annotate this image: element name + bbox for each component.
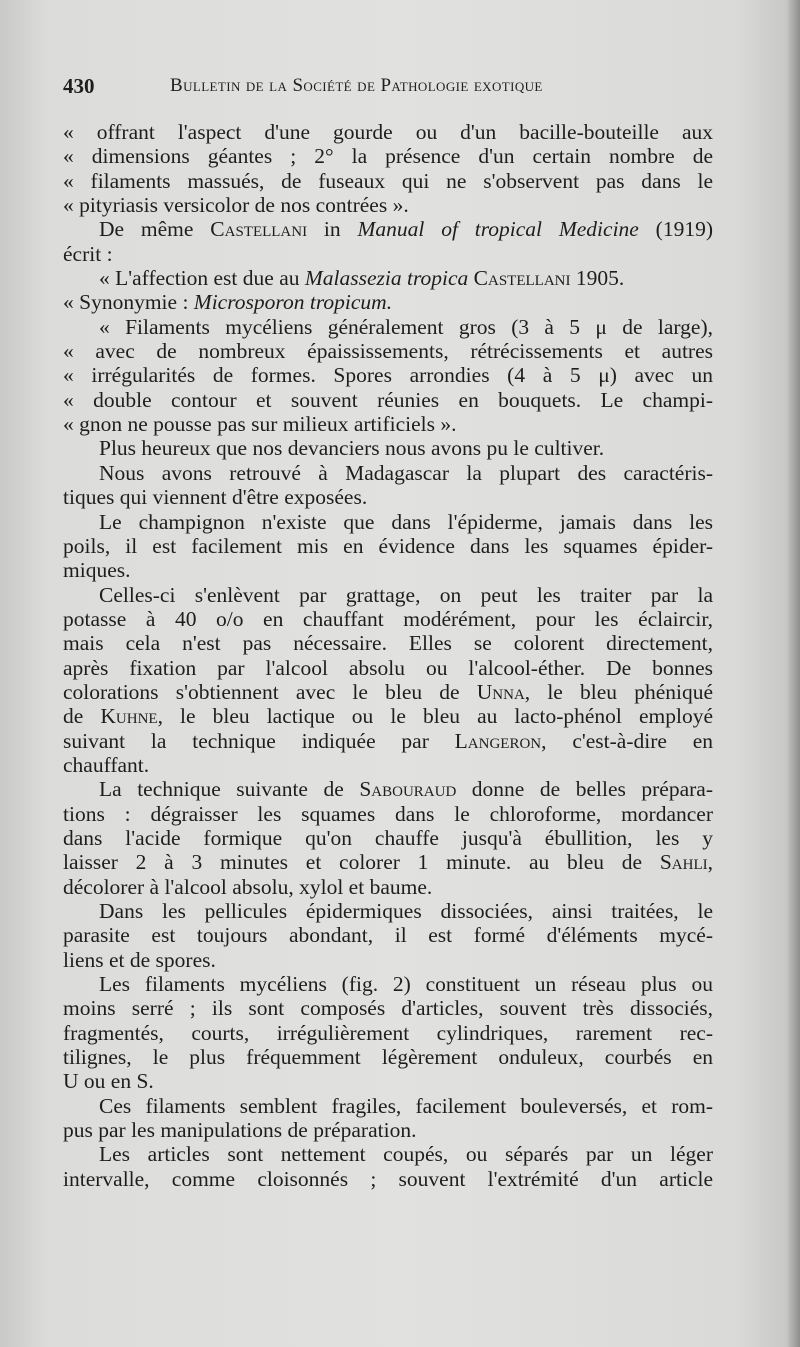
text-line (63, 875, 713, 899)
text-run: U ou en S. (63, 1069, 154, 1094)
author-name: Unna (476, 679, 525, 704)
text-run: mais cela n'est pas nécessaire. Elles se colorent directement, (63, 631, 713, 656)
italic-text: Manual of tropical Medicine (357, 217, 639, 242)
text-run: Les articles sont nettement coupés, ou séparés par un léger (99, 1142, 713, 1167)
text-line (63, 339, 713, 363)
running-title: Bulletin de la Société de Pathologie exotique (170, 75, 543, 96)
text-line (63, 802, 713, 826)
text-run: , (707, 850, 713, 875)
text-line (63, 704, 713, 728)
text-run: donne de belles prépara- (456, 777, 713, 802)
text-run: « gnon ne pousse pas sur milieux artificiels ». (63, 412, 457, 437)
author-name: Castellani (473, 266, 571, 291)
text-line (63, 607, 713, 631)
text-line (63, 1045, 713, 1069)
text-run: « filaments massués, de fuseaux qui ne s'observent pas dans le (63, 168, 713, 193)
text-run: Ces filaments semblent fragiles, facilement bouleversés, et rom- (99, 1093, 713, 1118)
text-run: laisser 2 à 3 minutes et colorer 1 minute. au bleu de (63, 850, 660, 875)
text-line (63, 948, 713, 972)
author-name: Sabouraud (359, 777, 457, 802)
text-run: colorations s'obtiennent avec le bleu de (63, 679, 477, 704)
text-line (63, 363, 713, 387)
author-name: Castellani (210, 217, 308, 242)
text-run: « Filaments mycéliens généralement gros (3 à 5 μ de large), (99, 314, 713, 339)
text-run: Les filaments mycéliens (fig. 2) constituent un réseau plus ou (99, 972, 713, 997)
text-line (63, 120, 713, 144)
body-text (63, 120, 713, 1191)
text-run: 1905. (570, 266, 625, 291)
text-line (63, 534, 713, 558)
text-line (63, 923, 713, 947)
text-run: « offrant l'aspect d'une gourde ou d'un bacille-bouteille aux (63, 120, 713, 144)
text-line (63, 1021, 713, 1045)
text-line (63, 1167, 713, 1191)
text-run: « Synonymie : (63, 290, 194, 315)
text-run: Le champignon n'existe que dans l'épiderme, jamais dans les (99, 509, 713, 534)
text-run: « L'affection est due au (99, 266, 305, 291)
text-line (63, 1142, 713, 1166)
text-run: potasse à 40 o/o en chauffant modérément, pour les éclaircir, (63, 606, 713, 631)
text-run: dans l'acide formique qu'on chauffe jusqu'à ébullition, les y (63, 825, 713, 850)
text-run: de (63, 704, 101, 729)
text-run: De même (99, 217, 211, 242)
text-run: (1919) (638, 217, 713, 242)
text-run: Dans les pellicules épidermiques dissociées, ainsi traitées, le (99, 899, 713, 923)
text-run: Celles-ci s'enlèvent par grattage, on peut les traiter par la (99, 582, 713, 607)
text-line (63, 266, 713, 290)
text-run: , le bleu phéniqué (524, 679, 714, 704)
text-line (63, 436, 713, 460)
text-line (63, 899, 713, 923)
text-run: liens et de spores. (63, 947, 216, 972)
text-line (63, 753, 713, 777)
text-run: La technique suivante de (99, 777, 360, 802)
text-run: Plus heureux que nos devanciers nous avons pu le cultiver. (99, 436, 605, 461)
text-run: fragmentés, courts, irrégulièrement cylindriques, rarement rec- (63, 1020, 713, 1045)
author-name: Langeron (454, 728, 542, 753)
text-run: miques. (63, 558, 131, 583)
text-line (63, 972, 713, 996)
text-run: intervalle, comme cloisonnés ; souvent l'extrémité d'un article (63, 1166, 713, 1191)
text-line (63, 1118, 713, 1142)
text-run: « pityriasis versicolor de nos contrées ». (63, 193, 409, 218)
italic-text: Microsporon tropicum. (193, 290, 393, 315)
text-line (63, 290, 713, 314)
text-run: Nous avons retrouvé à Madagascar la plupart des caractéris- (99, 460, 713, 485)
text-run: chauffant. (63, 752, 150, 777)
text-run: « irrégularités de formes. Spores arrondies (4 à 5 μ) avec un (63, 363, 713, 388)
text-run: pus par les manipulations de préparation. (63, 1118, 417, 1143)
text-run: tilignes, le plus fréquemment légèrement onduleux, courbés en (63, 1045, 713, 1070)
text-line (63, 144, 713, 168)
text-line (63, 315, 713, 339)
text-run: poils, il est facilement mis en évidence dans les squames épider- (63, 533, 713, 558)
text-line (63, 1094, 713, 1118)
text-line (63, 729, 713, 753)
italic-text: Malassezia tropica (304, 266, 469, 291)
text-line (63, 583, 713, 607)
page-edge-shadow (786, 0, 800, 1347)
text-run: tions : dégraisser les squames dans le chloroforme, mordancer (63, 801, 713, 826)
page-number: 430 (63, 74, 95, 98)
text-line (63, 412, 713, 436)
text-line (63, 193, 713, 217)
text-line (63, 656, 713, 680)
text-line (63, 777, 713, 801)
text-line (63, 169, 713, 193)
author-name: Kuhne (100, 704, 158, 729)
text-run: moins serré ; ils sont composés d'articles, souvent très dissociés, (63, 996, 713, 1021)
text-line (63, 388, 713, 412)
text-run: écrit : (63, 241, 113, 266)
text-line (63, 1069, 713, 1093)
text-line (63, 485, 713, 509)
text-run: parasite est toujours abondant, il est formé d'éléments mycé- (63, 923, 713, 948)
text-run: après fixation par l'alcool absolu ou l'alcool-éther. De bonnes (63, 655, 713, 680)
text-line (63, 461, 713, 485)
text-run: décolorer à l'alcool absolu, xylol et baume. (63, 874, 433, 899)
text-run: , c'est-à-dire en (541, 728, 713, 753)
text-line (63, 558, 713, 582)
text-line (63, 826, 713, 850)
text-run: tiques qui viennent d'être exposées. (63, 485, 368, 510)
text-line (63, 217, 713, 241)
running-header (63, 74, 723, 104)
text-line (63, 631, 713, 655)
text-line (63, 510, 713, 534)
text-line (63, 850, 713, 874)
author-name: Sahli (659, 850, 708, 875)
text-run: « dimensions géantes ; 2° la présence d'un certain nombre de (63, 144, 713, 169)
text-run: in (307, 217, 358, 242)
text-run: « avec de nombreux épaississements, rétrécissements et autres (63, 339, 713, 364)
text-run: « double contour et souvent réunies en bouquets. Le champi- (63, 387, 713, 412)
text-run: , le bleu lactique ou le bleu au lacto-phénol employé (157, 704, 713, 729)
text-line (63, 242, 713, 266)
text-line (63, 996, 713, 1020)
text-run: suivant la technique indiquée par (63, 728, 455, 753)
text-line (63, 680, 713, 704)
